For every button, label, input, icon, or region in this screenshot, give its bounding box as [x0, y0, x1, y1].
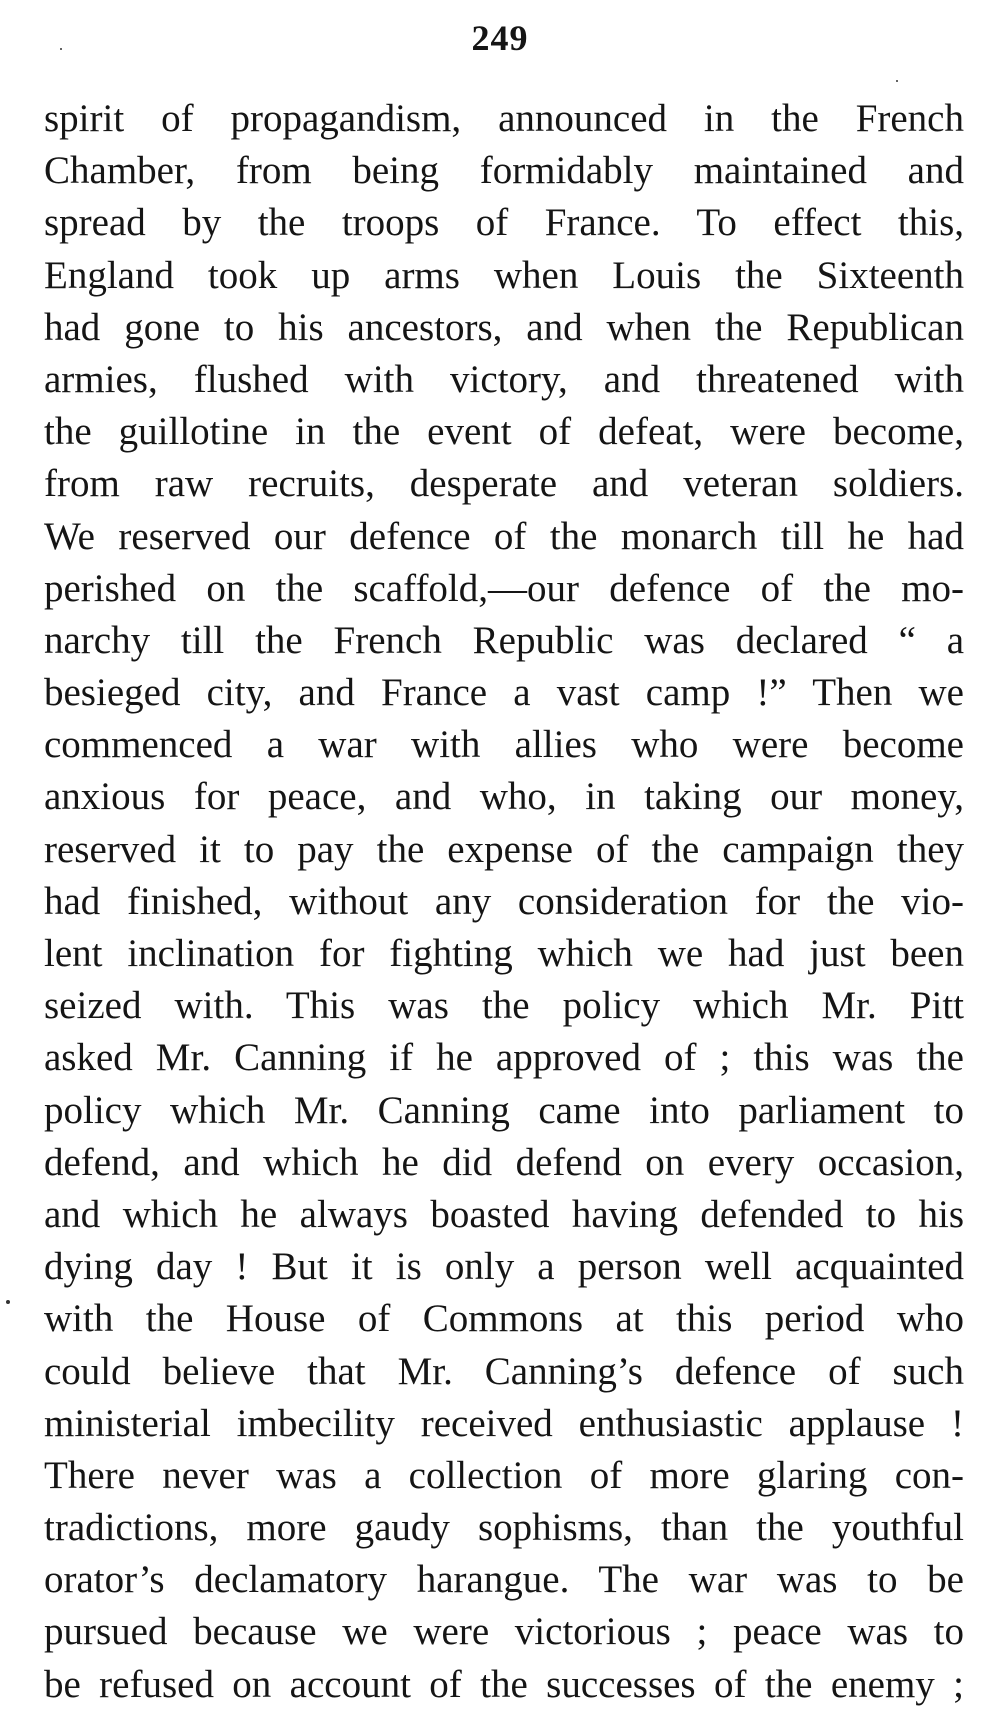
ink-speck [896, 80, 898, 82]
text-line: and which he always boasted having defended to his [44, 1192, 964, 1236]
text-line: had finished, without any consideration for the vio- [44, 879, 964, 923]
text-line: dying day ! But it is only a person well acquainted [44, 1245, 964, 1289]
text-line: narchy till the French Republic was declared “ a [44, 618, 964, 662]
text-line: spread by the troops of France. To effect this, [44, 201, 964, 245]
ink-speck [60, 48, 62, 50]
text-line: Chamber, from being formidably maintained and [44, 149, 964, 193]
text-line: pursued because we were victorious ; peace was to [44, 1610, 964, 1654]
text-line: policy which Mr. Canning came into parliament to [44, 1088, 964, 1132]
text-line: spirit of propagandism, announced in the French [44, 97, 964, 140]
text-line: reserved it to pay the expense of the campaign they [44, 827, 964, 871]
text-line: besieged city, and France a vast camp !” Then we [44, 671, 964, 715]
text-line: armies, flushed with victory, and threatened with [44, 357, 964, 401]
text-line: We reserved our defence of the monarch till he had [44, 514, 964, 558]
text-line: with the House of Commons at this period who [44, 1297, 964, 1341]
text-line: had gone to his ancestors, and when the Republican [44, 305, 964, 349]
ink-speck [6, 1300, 10, 1304]
text-line: orator’s declamatory harangue. The war was to be [44, 1558, 964, 1602]
text-line: the guillotine in the event of defeat, were become, [44, 410, 964, 454]
text-line: ministerial imbecility received enthusiastic applause ! [44, 1401, 964, 1445]
text-line: tradictions, more gaudy sophisms, than the youthful [44, 1506, 964, 1550]
text-line: asked Mr. Canning if he approved of ; this was the [44, 1036, 964, 1080]
text-line: be refused on account of the successes of the enemy ; [44, 1662, 964, 1706]
text-line: anxious for peace, and who, in taking our money, [44, 775, 964, 819]
text-line: from raw recruits, desperate and veteran soldiers. [44, 462, 964, 506]
page-number: 249 [471, 18, 529, 58]
text-line: could believe that Mr. Canning’s defence of such [44, 1349, 964, 1393]
body-text [44, 93, 964, 1711]
text-line: lent inclination for fighting which we had just been [44, 932, 964, 975]
text-line: defend, and which he did defend on every occasion, [44, 1140, 964, 1184]
text-line: There never was a collection of more glaring con- [44, 1453, 964, 1497]
text-line: perished on the scaffold,—our defence of the mo- [44, 566, 964, 610]
text-line: commenced a war with allies who were become [44, 723, 964, 767]
text-line: seized with. This was the policy which Mr. Pitt [44, 984, 964, 1028]
text-line: England took up arms when Louis the Sixteenth [44, 253, 964, 297]
